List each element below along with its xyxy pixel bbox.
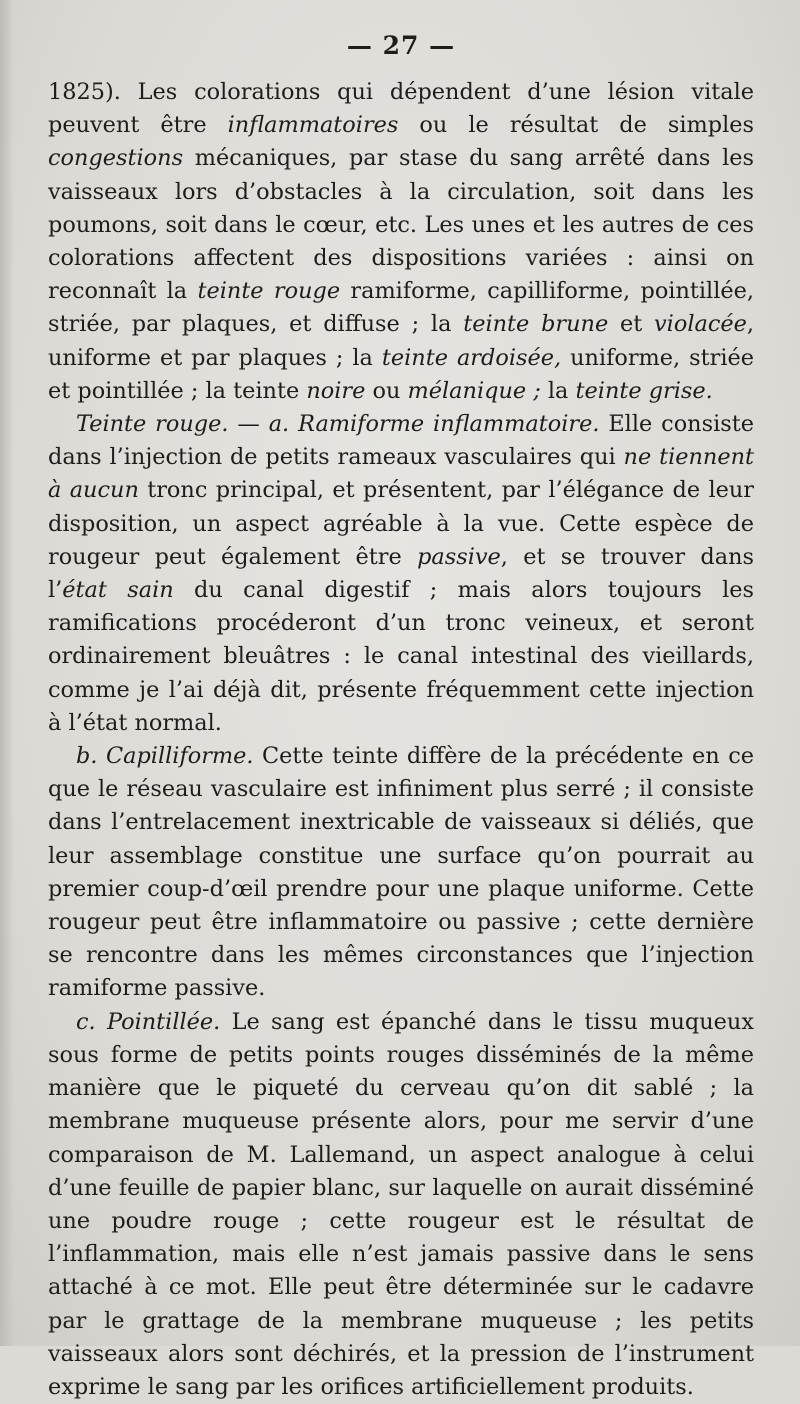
paragraph: [48, 740, 754, 1006]
italic-run: c. Pointillée.: [76, 1008, 221, 1035]
italic-run: b. Capilliforme.: [76, 743, 254, 770]
italic-run: mélanique ;: [407, 377, 541, 404]
italic-run: passive: [417, 543, 501, 570]
paragraph: [48, 1006, 754, 1404]
text-run: —: [228, 411, 269, 438]
italic-run: Teinte rouge.: [76, 411, 229, 438]
italic-run: ne tiennent à aucun: [48, 444, 754, 504]
text-run: 1825). Les colorations qui dépendent d’une lésion vitale peuvent être: [48, 79, 754, 139]
italic-run: noire: [306, 377, 366, 404]
text-run: ramiforme, capilliforme, pointillée, striée, par plaques, et diffuse ; la: [48, 278, 754, 338]
page-number: — 27 —: [346, 31, 456, 60]
paragraph: [48, 408, 754, 740]
italic-run: congestions: [48, 145, 184, 172]
italic-run: teinte grise.: [575, 377, 713, 404]
text-run: uniforme, striée et pointillée ; la teinte: [48, 344, 754, 404]
italic-run: a. Ramiforme inflammatoire.: [268, 411, 600, 438]
text-run: ou le résultat de simples: [398, 112, 754, 139]
text-run: et: [608, 311, 655, 338]
italic-run: teinte rouge: [197, 278, 341, 305]
text-run: du canal digestif ; mais alors toujours les ramifications procéderont d’un tronc veineux, et seront ordinairement bleuâtres : le canal intestinal des vieillards, comme je l’ai déjà dit, présente fréquemment cette injection à l’état normal.: [48, 577, 754, 736]
text-run: mécaniques, par stase du sang arrêté dans les vaisseaux lors d’obstacles à la circulation, soit dans les poumons, soit dans le cœur, etc. Les unes et les autres de ces colorations affectent des dispositions variées : ainsi on reconnaît la: [48, 145, 754, 305]
body-text: [48, 76, 754, 1404]
italic-run: inflammatoires: [227, 112, 399, 139]
paragraph: [48, 76, 754, 408]
text-run: , et se trouver dans l’: [48, 543, 754, 604]
italic-run: violacée: [654, 311, 747, 338]
italic-run: teinte brune: [463, 311, 609, 338]
text-run: Le sang est épanché dans le tissu muqueux sous forme de petits points rouges disséminés de la même manière que le piqueté du cerveau qu’on dit sablé ; la membrane muqueuse présente alors, pour me servir d’une comparaison de M. Lallemand, un aspect analogue à celui d’une feuille de papier blanc, sur laquelle on aurait disséminé une poudre rouge ; cette rougeur est le résultat de l’inflammation, mais elle n’est jamais passive dans le sens attaché à ce mot. Elle peut être déterminée sur le cadavre par le grattage de la membrane muqueuse ; les petits vaisseaux alors sont déchirés, et la pression de l’instrument exprime le sang par les orifices artificiellement produits.: [48, 1008, 754, 1400]
text-run: la: [540, 377, 576, 404]
italic-run: état sain: [62, 577, 174, 604]
text-run: Cette teinte diffère de la précédente en ce que le réseau vasculaire est infiniment plus serré ; il consiste dans l’entrelacement inextricable de vaisseaux si déliés, que leur assemblage constitue une surface qu’on pourrait au premier coup-d’œil prendre pour une plaque uniforme. Cette rougeur peut être inflammatoire ou passive ; cette dernière se rencontre dans les mêmes circonstances que l’injection ramiforme passive.: [48, 743, 754, 1002]
text-run: Elle consiste dans l’injection de petits rameaux vasculaires qui: [48, 411, 754, 471]
italic-run: teinte ardoisée,: [381, 344, 562, 371]
text-run: tronc principal, et présentent, par l’élégance de leur disposition, un aspect agréable à la vue. Cette espèce de rougeur peut également être: [48, 477, 755, 570]
text-run: , uniforme et par plaques ; la: [48, 311, 754, 371]
text-run: ou: [365, 377, 408, 404]
